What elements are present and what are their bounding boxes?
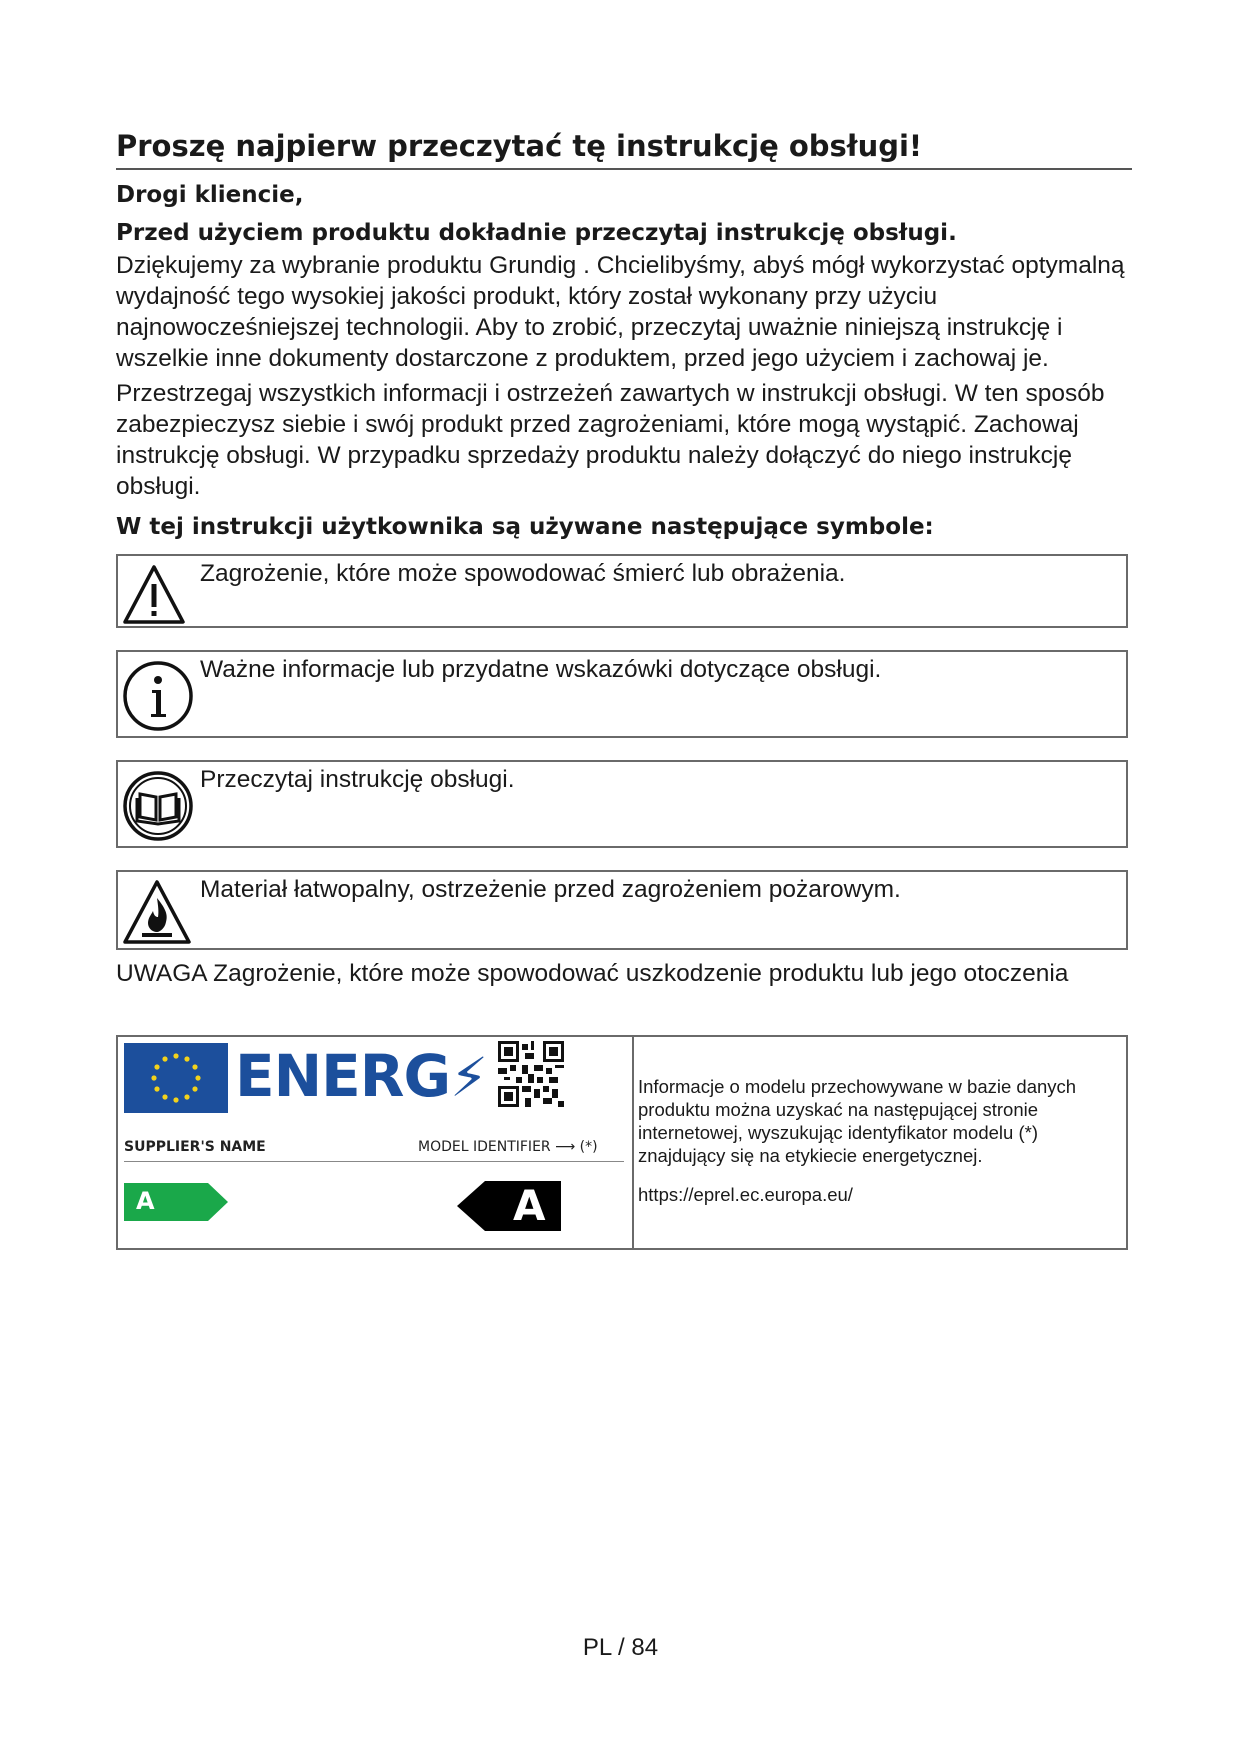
- symbol-text-info: Ważne informacje lub przydatne wskazówki dotyczące obsługi.: [200, 656, 882, 683]
- energy-label-title: ENERG⚡: [235, 1042, 487, 1110]
- warnings-paragraph: Przestrzegaj wszystkich informacji i ostrzeżeń zawartych w instrukcji obsługi. W ten sposób zabezpieczysz siebie i swój produkt przed zagrożeniami, które mogą wystąpić. Zachowaj instrukcję obsługi. W przypadku sprzedaży produktu należy dołączyć do niego instrukcję obsługi.: [116, 380, 1105, 500]
- intro-paragraph: Dziękujemy za wybranie produktu Grundig . Chcielibyśmy, abyś mógł wykorzystać optymalną wydajność tego wysokiej jakości produkt, który został wykonany przy użyciu najnowocześniejszej technologii. Aby to zrobić, przeczytaj uważnie niniejszą instrukcję i wszelkie inne dokumenty dostarczone z produktem, przed jego użyciem i zachowaj je.: [116, 252, 1125, 372]
- info-circle-icon: [122, 660, 194, 732]
- page-content: [116, 128, 1132, 1250]
- energy-box-divider: [632, 1037, 634, 1248]
- model-identifier-label: MODEL IDENTIFIER ⟶ (*): [418, 1139, 598, 1155]
- symbol-text-flammable: Materiał łatwopalny, ostrzeżenie przed zagrożeniem pożarowym.: [200, 876, 901, 903]
- symbol-text-danger: Zagrożenie, które może spowodować śmierć lub obrażenia.: [200, 560, 846, 587]
- subheading: Przed użyciem produktu dokładnie przeczytaj instrukcję obsługi.: [116, 220, 957, 246]
- eprel-url[interactable]: https://eprel.ec.europa.eu/: [638, 1184, 853, 1205]
- symbol-row-info: [116, 650, 1128, 738]
- eu-flag-icon: [124, 1043, 228, 1113]
- arrow-right-icon: ⟶: [550, 1139, 580, 1155]
- energy-class-letter: A: [513, 1181, 546, 1230]
- greeting: Drogi kliencie,: [116, 182, 304, 208]
- eprel-info-text: Informacje o modelu przechowywane w bazie danych produktu można uzyskać na następującej stronie internetowej, wyszukując identyfikator modelu (*) znajdujący się na etykiecie energetycznej.: [638, 1076, 1077, 1166]
- energy-label-box: [116, 1035, 1128, 1250]
- symbol-text-manual: Przeczytaj instrukcję obsługi.: [200, 766, 515, 793]
- flammable-warning-icon: [122, 878, 192, 948]
- page-number: PL / 84: [582, 1634, 659, 1661]
- supplier-name-label: SUPPLIER'S NAME: [124, 1139, 266, 1155]
- page-title: Proszę najpierw przeczytać tę instrukcję obsługi!: [116, 128, 1132, 170]
- symbols-heading: W tej instrukcji użytkownika są używane następujące symbole:: [116, 514, 934, 540]
- symbol-row-manual: [116, 760, 1128, 848]
- book-icon: [122, 770, 194, 842]
- energy-scale-letter: A: [136, 1187, 155, 1215]
- symbol-row-danger: [116, 554, 1128, 628]
- label-divider: [124, 1161, 624, 1162]
- caution-note: UWAGA Zagrożenie, które może spowodować uszkodzenie produktu lub jego otoczenia: [116, 960, 1069, 987]
- warning-triangle-icon: [122, 562, 186, 626]
- symbol-row-flammable: [116, 870, 1128, 950]
- qr-code-icon: [498, 1041, 564, 1107]
